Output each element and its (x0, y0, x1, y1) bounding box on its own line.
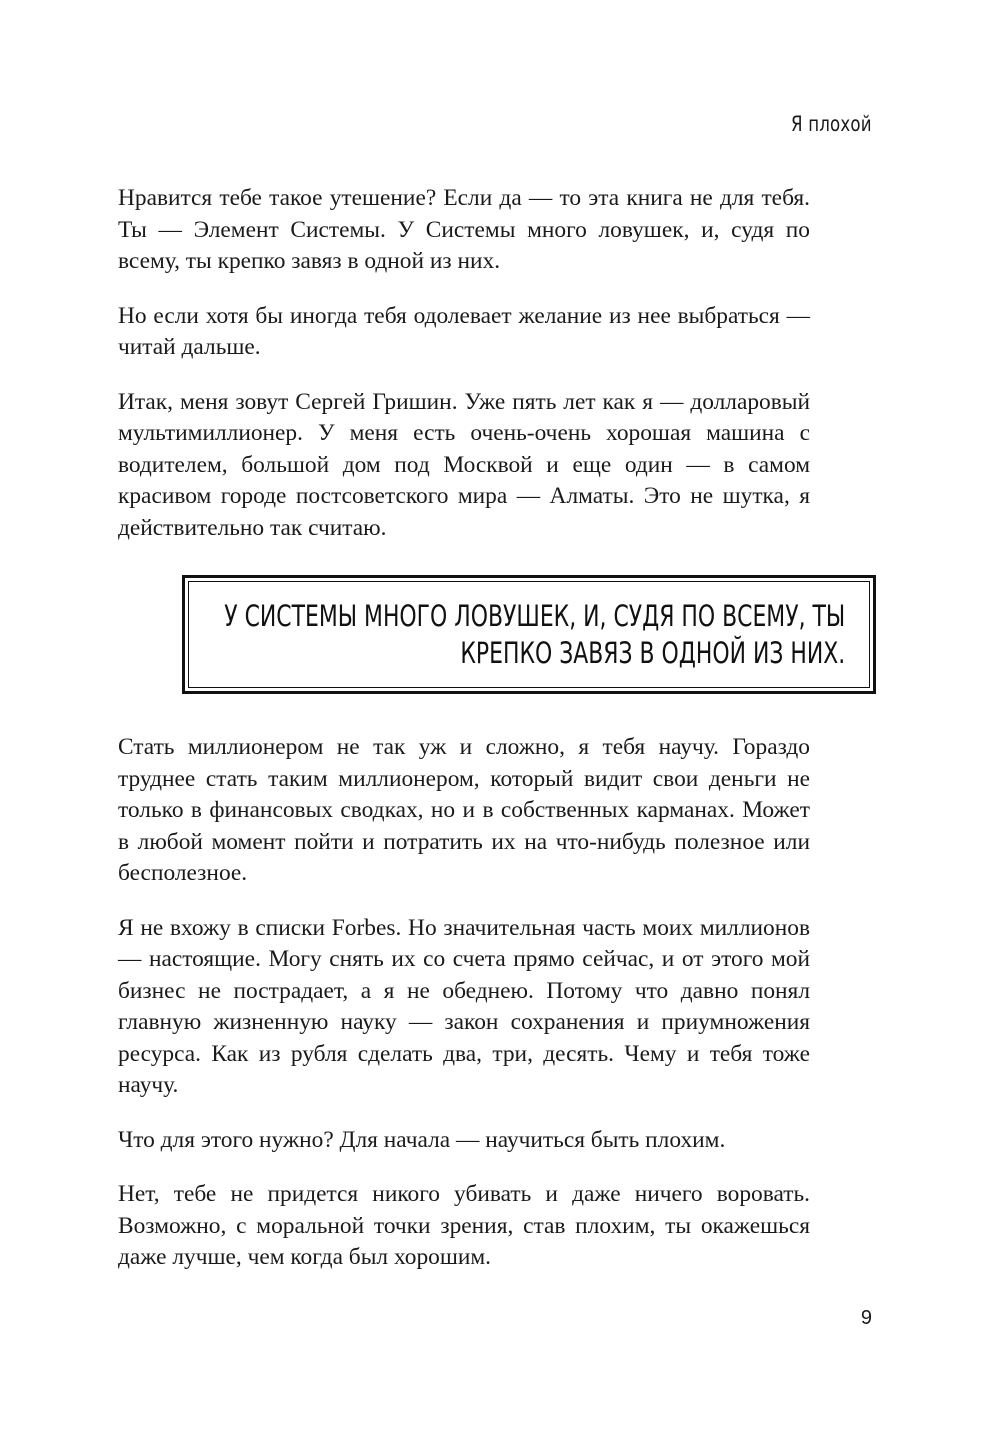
running-header-title: Я плохой (791, 112, 872, 136)
body-text-top (118, 183, 810, 544)
body-text-bottom (118, 732, 810, 1274)
pull-quote-box (182, 575, 876, 694)
page-number: 9 (860, 1307, 872, 1329)
paragraph: Нет, тебе не придется никого убивать и даже ничего воровать. Возможно, с моральной точки зрения, став плохим, ты окажешься даже лучше, чем когда был хорошим. (118, 1181, 810, 1270)
paragraph: Я не вхожу в списки Forbes. Но значительная часть моих миллионов — настоящие. Могу снять их со счета прямо сейчас, и от этого мой бизнес не пострадает, а я не обеднею. Потому что давно понял главную жизненную науку — закон сохранения и приумножения ресурса. Как из рубля сделать два, три, десять. Чему и тебя тоже научу. (118, 914, 810, 1098)
paragraph: Нравится тебе такое утешение? Если да — то эта книга не для тебя. Ты — Элемент Системы. У Системы много ловушек, и, судя по всему, ты крепко завяз в одной из них. (118, 185, 810, 274)
paragraph: Итак, меня зовут Сергей Гришин. Уже пять лет как я — долларовый мультимиллионер. У меня есть очень-очень хорошая машина с водителем, большой дом под Москвой и еще один — в самом красивом городе постсоветского мира — Алматы. Это не шутка, я действительно так считаю. (118, 388, 810, 541)
pull-quote-line: КРЕПКО ЗАВЯЗ В ОДНОЙ ИЗ НИХ. (460, 635, 845, 670)
pull-quote-line: У СИСТЕМЫ МНОГО ЛОВУШЕК, И, СУДЯ ПО ВСЕМУ, ТЫ (224, 598, 845, 633)
pull-quote-text (224, 598, 845, 672)
pull-quote-inner-frame (188, 581, 870, 688)
paragraph: Но если хотя бы иногда тебя одолевает желание из нее выбраться — читай дальше. (118, 302, 810, 360)
paragraph: Что для этого нужно? Для начала — научиться быть плохим. (118, 1126, 726, 1153)
paragraph: Стать миллионером не так уж и сложно, я тебя научу. Гораздо труднее стать таким миллионером, который видит свои деньги не только в финансовых сводках, но и в собственных карманах. Может в любой момент пойти и потратить их на что-нибудь полезное или бесполезное. (118, 734, 810, 886)
